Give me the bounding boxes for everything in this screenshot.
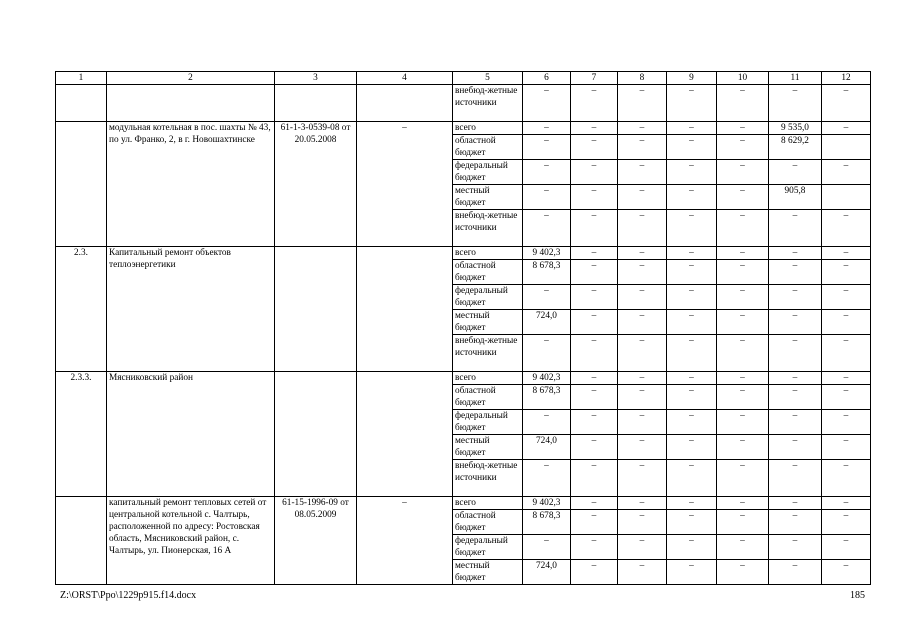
value-cell: – [769,335,822,372]
value-cell: – [523,185,571,210]
value-cell: – [667,210,717,247]
value-cell: – [667,460,717,497]
value-cell: – [717,372,769,385]
value-cell: – [717,410,769,435]
value-cell: – [822,85,871,122]
value-cell: – [717,160,769,185]
item-name: модульная котельная в пос. шахты № 43, по ул. Франко, 2, в г. Новошахтинске [107,122,275,247]
funding-category: всего [453,122,523,135]
value-cell: – [717,135,769,160]
funding-category: внебюд-жетные источники [453,460,523,497]
value-cell: 8 629,2 [769,135,822,160]
value-cell: – [822,372,871,385]
table-row [56,122,871,135]
value-cell: – [769,260,822,285]
value-cell: – [717,460,769,497]
item-number [56,497,107,585]
value-cell: – [618,410,667,435]
value-cell: – [822,385,871,410]
value-cell: – [523,460,571,497]
value-cell: – [667,410,717,435]
value-cell: – [822,460,871,497]
value-cell: – [822,122,871,135]
document-code: 61-1-3-0539-08 от 20.05.2008 [275,122,357,247]
value-cell: – [618,260,667,285]
page-number: 185 [850,590,865,601]
value-cell: – [571,385,618,410]
value-cell: – [523,135,571,160]
funding-category: всего [453,372,523,385]
funding-category: местный бюджет [453,435,523,460]
item-number [56,122,107,247]
value-cell: – [571,335,618,372]
value-cell: – [717,335,769,372]
document-code [275,85,357,122]
value-cell: – [769,247,822,260]
value-cell: – [618,285,667,310]
value-cell: – [769,460,822,497]
value-cell: – [618,385,667,410]
value-cell: – [769,160,822,185]
header-cell: 9 [667,72,717,85]
col4-value [357,85,453,122]
value-cell: – [667,160,717,185]
header-cell: 1 [56,72,107,85]
value-cell: – [523,85,571,122]
header-cell: 10 [717,72,769,85]
value-cell: – [571,497,618,510]
value-cell: – [822,535,871,560]
value-cell: – [571,510,618,535]
value-cell: – [769,385,822,410]
value-cell: – [822,247,871,260]
value-cell: – [769,497,822,510]
value-cell: 9 535,0 [769,122,822,135]
header-cell: 8 [618,72,667,85]
funding-category: внебюд-жетные источники [453,210,523,247]
value-cell: – [667,535,717,560]
value-cell: – [667,497,717,510]
table-row [56,372,871,385]
funding-category: федеральный бюджет [453,535,523,560]
value-cell: – [571,160,618,185]
value-cell: – [717,385,769,410]
value-cell: – [618,247,667,260]
funding-category: местный бюджет [453,185,523,210]
value-cell: – [667,122,717,135]
table-row [56,247,871,260]
value-cell: – [618,122,667,135]
value-cell: – [717,185,769,210]
item-name: Капитальный ремонт объектов теплоэнергетики [107,247,275,372]
value-cell: – [667,260,717,285]
value-cell: – [667,435,717,460]
value-cell: – [769,372,822,385]
header-cell: 4 [357,72,453,85]
value-cell: – [618,460,667,497]
value-cell: 9 402,3 [523,372,571,385]
value-cell: – [667,247,717,260]
funding-category: федеральный бюджет [453,410,523,435]
header-cell: 11 [769,72,822,85]
value-cell: – [822,310,871,335]
value-cell: – [822,510,871,535]
value-cell: – [717,435,769,460]
value-cell: – [717,247,769,260]
col4-value: – [357,122,453,247]
value-cell: – [822,160,871,185]
value-cell: – [571,135,618,160]
item-name: капитальный ремонт тепловых сетей от центральной котельной с. Чалтырь, расположенной по адресу: Ростовская область, Мясниковский район, с. Чалтырь, ул. Пионерская, 16 А [107,497,275,585]
col4-value: – [357,497,453,585]
funding-category: всего [453,497,523,510]
value-cell [822,135,871,160]
value-cell: – [667,510,717,535]
value-cell: – [717,210,769,247]
item-name: Мясниковский район [107,372,275,497]
value-cell: – [769,85,822,122]
value-cell: – [717,497,769,510]
value-cell: – [571,310,618,335]
value-cell: – [667,185,717,210]
value-cell: – [571,122,618,135]
value-cell: – [717,510,769,535]
header-cell: 12 [822,72,871,85]
document-code [275,247,357,372]
footer-file-path: Z:\ORST\Ppo\1229p915.f14.docx [60,590,197,601]
funding-category: местный бюджет [453,560,523,585]
value-cell: – [822,560,871,585]
value-cell: – [571,247,618,260]
value-cell: – [769,410,822,435]
value-cell: – [618,497,667,510]
value-cell: – [618,372,667,385]
value-cell: – [571,260,618,285]
funding-category: областной бюджет [453,135,523,160]
col4-value [357,372,453,497]
value-cell: – [571,410,618,435]
document-code [275,372,357,497]
value-cell: – [618,160,667,185]
header-cell: 7 [571,72,618,85]
value-cell: – [717,122,769,135]
value-cell: – [571,185,618,210]
value-cell: – [618,310,667,335]
funding-category: федеральный бюджет [453,160,523,185]
value-cell: – [618,335,667,372]
value-cell: – [667,335,717,372]
value-cell: – [822,285,871,310]
value-cell: – [523,335,571,372]
funding-category: федеральный бюджет [453,285,523,310]
value-cell: – [618,435,667,460]
value-cell: – [618,85,667,122]
value-cell: – [667,285,717,310]
value-cell: – [769,560,822,585]
value-cell: – [618,210,667,247]
item-number [56,85,107,122]
funding-category: внебюд-жетные источники [453,85,523,122]
value-cell: – [822,497,871,510]
value-cell: – [523,285,571,310]
value-cell: – [769,535,822,560]
value-cell: – [822,410,871,435]
value-cell: – [667,85,717,122]
value-cell: – [523,210,571,247]
value-cell: – [717,285,769,310]
value-cell: – [523,122,571,135]
header-cell: 2 [107,72,275,85]
value-cell: – [571,560,618,585]
table-row [56,85,871,122]
value-cell: – [717,260,769,285]
value-cell: – [571,85,618,122]
header-cell: 3 [275,72,357,85]
value-cell: – [571,435,618,460]
value-cell: – [571,460,618,497]
value-cell: – [667,135,717,160]
value-cell: – [618,535,667,560]
value-cell: – [523,160,571,185]
value-cell: – [822,210,871,247]
value-cell: – [717,310,769,335]
value-cell: – [571,285,618,310]
value-cell: – [769,310,822,335]
value-cell: – [717,535,769,560]
value-cell: 724,0 [523,560,571,585]
value-cell: – [769,435,822,460]
value-cell: 724,0 [523,435,571,460]
value-cell: 9 402,3 [523,247,571,260]
value-cell: – [618,560,667,585]
header-cell: 6 [523,72,571,85]
value-cell: 8 678,3 [523,385,571,410]
budget-table [55,71,871,585]
value-cell: – [618,135,667,160]
value-cell [822,185,871,210]
table-row [56,497,871,510]
funding-category: областной бюджет [453,385,523,410]
value-cell: – [769,285,822,310]
value-cell: – [618,510,667,535]
header-cell: 5 [453,72,523,85]
funding-category: внебюд-жетные источники [453,335,523,372]
value-cell: – [769,210,822,247]
value-cell: – [667,372,717,385]
value-cell: – [571,210,618,247]
value-cell: – [523,535,571,560]
value-cell: – [822,435,871,460]
value-cell: 9 402,3 [523,497,571,510]
value-cell: 724,0 [523,310,571,335]
value-cell: – [667,310,717,335]
funding-category: областной бюджет [453,510,523,535]
item-number: 2.3.3. [56,372,107,497]
value-cell: – [667,560,717,585]
value-cell: – [717,85,769,122]
value-cell: – [822,335,871,372]
value-cell: – [717,560,769,585]
value-cell: – [667,385,717,410]
funding-category: областной бюджет [453,260,523,285]
item-name [107,85,275,122]
item-number: 2.3. [56,247,107,372]
value-cell: – [822,260,871,285]
document-code: 61-15-1996-09 от 08.05.2009 [275,497,357,585]
value-cell: 905,8 [769,185,822,210]
value-cell: – [618,185,667,210]
funding-category: всего [453,247,523,260]
value-cell: – [571,535,618,560]
col4-value [357,247,453,372]
value-cell: – [571,372,618,385]
value-cell: 8 678,3 [523,510,571,535]
value-cell: – [769,510,822,535]
header-row [56,72,871,85]
funding-category: местный бюджет [453,310,523,335]
value-cell: – [523,410,571,435]
value-cell: 8 678,3 [523,260,571,285]
